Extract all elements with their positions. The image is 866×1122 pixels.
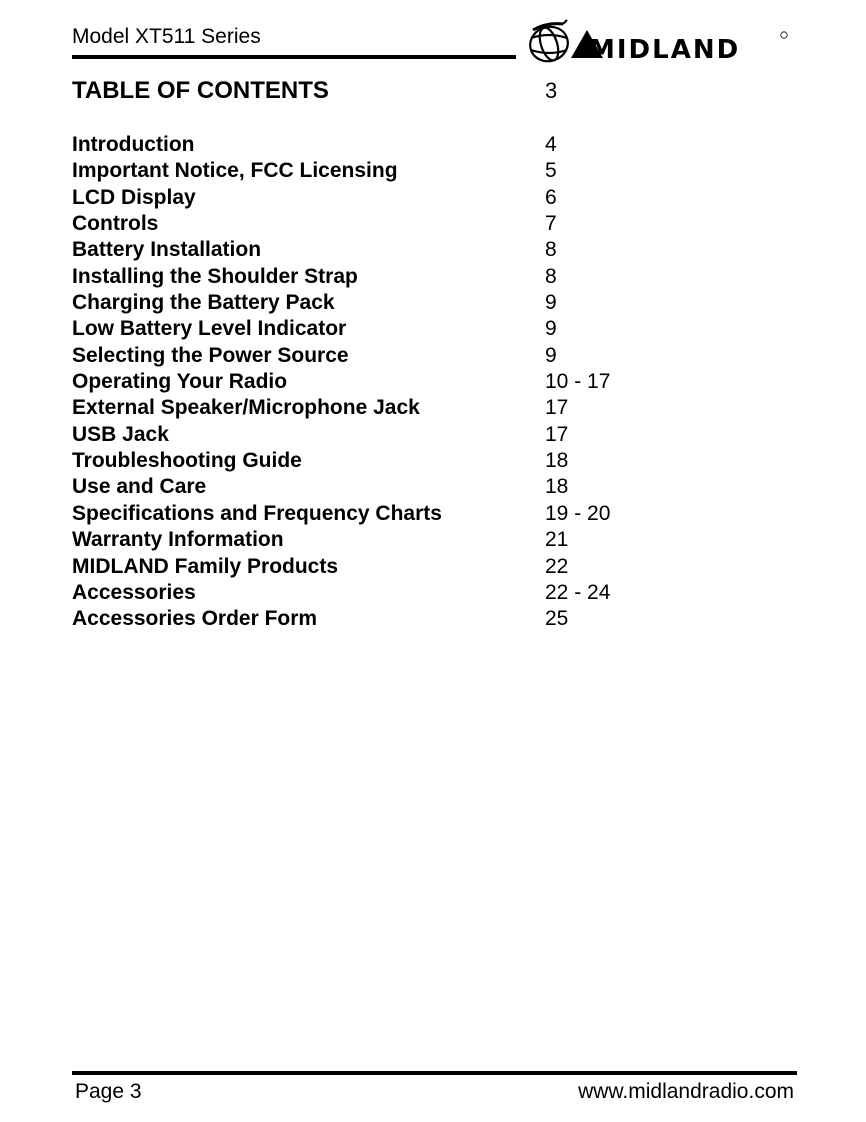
- toc-entry[interactable]: [72, 132, 672, 158]
- toc-entry[interactable]: [72, 554, 672, 580]
- toc-entry-page: 19 - 20: [545, 501, 611, 525]
- toc-entry-label: USB Jack: [72, 422, 169, 446]
- toc-entry[interactable]: [72, 264, 672, 290]
- globe-icon: [527, 20, 572, 66]
- toc-entry-page: 25: [545, 607, 569, 631]
- toc-entry-label: Operating Your Radio: [72, 370, 288, 394]
- toc-entry[interactable]: [72, 158, 672, 184]
- toc-entry-label: Battery Installation: [72, 238, 262, 262]
- footer-page-number: Page 3: [75, 1080, 142, 1103]
- toc-entry-page: 17: [545, 422, 569, 446]
- toc-entry[interactable]: [72, 185, 672, 211]
- toc-entry-page: 8: [545, 238, 557, 262]
- toc-entry-label: Charging the Battery Pack: [72, 291, 335, 315]
- midland-logo: [527, 18, 793, 68]
- toc-entry-page: 22 - 24: [545, 580, 611, 604]
- toc-entry-page: 7: [545, 212, 557, 236]
- toc-entry-label: Troubleshooting Guide: [72, 449, 302, 473]
- toc-entry-label: Controls: [72, 212, 159, 236]
- toc-entry-label: Low Battery Level Indicator: [72, 317, 347, 341]
- toc-entry-label: LCD Display: [72, 185, 196, 209]
- toc-entry-label: Installing the Shoulder Strap: [72, 264, 358, 288]
- toc-entry[interactable]: [72, 343, 672, 369]
- toc-entry-label: Introduction: [72, 133, 195, 156]
- toc-entry-page: 9: [545, 343, 557, 367]
- logo-wordmark: MIDLAND: [589, 35, 741, 65]
- toc-entry-page: 9: [545, 291, 557, 315]
- toc-entry-page: 17: [545, 396, 569, 420]
- header-divider: [72, 55, 516, 59]
- toc-entry-page: 5: [545, 159, 557, 183]
- header-model-title: Model XT511 Series: [72, 25, 261, 48]
- toc-entry-page: 4: [545, 133, 557, 156]
- toc-entry[interactable]: [72, 237, 672, 263]
- toc-entry-page: 21: [545, 528, 569, 552]
- footer-website: www.midlandradio.com: [578, 1080, 794, 1103]
- toc-entry-label: Use and Care: [72, 475, 207, 499]
- toc-entry[interactable]: [72, 211, 672, 237]
- toc-entry[interactable]: [72, 580, 672, 606]
- toc-entry[interactable]: [72, 316, 672, 342]
- toc-entry-label: Accessories Order Form: [72, 607, 318, 631]
- toc-entry[interactable]: [72, 501, 672, 527]
- toc-entry-page: 8: [545, 264, 557, 288]
- toc-entry[interactable]: [72, 606, 672, 632]
- footer-divider: [72, 1071, 797, 1075]
- toc-entry[interactable]: [72, 369, 672, 395]
- toc-entry-page: 22: [545, 554, 569, 578]
- toc-entry-page: 18: [545, 449, 569, 473]
- toc-entry-label: Selecting the Power Source: [72, 343, 349, 367]
- registered-mark: [781, 32, 787, 38]
- toc-entry[interactable]: [72, 448, 672, 474]
- toc-entry-label: Important Notice, FCC Licensing: [72, 159, 398, 183]
- toc-entry[interactable]: [72, 395, 672, 421]
- toc-entry-label: Specifications and Frequency Charts: [72, 501, 442, 525]
- toc-heading-page: 3: [545, 78, 558, 103]
- toc-entry-label: External Speaker/Microphone Jack: [72, 396, 420, 420]
- toc-heading: TABLE OF CONTENTS: [72, 77, 329, 104]
- toc-entry-page: 6: [545, 185, 557, 209]
- toc-entry-label: MIDLAND Family Products: [72, 554, 339, 578]
- toc-entry[interactable]: [72, 422, 672, 448]
- toc-entry-label: Accessories: [72, 580, 196, 604]
- toc-entry-page: 18: [545, 475, 569, 499]
- toc-entry[interactable]: [72, 290, 672, 316]
- toc-entry[interactable]: [72, 474, 672, 500]
- toc-entry-page: 9: [545, 317, 557, 341]
- toc-entry[interactable]: [72, 527, 672, 553]
- toc-entry-label: Warranty Information: [72, 528, 284, 552]
- toc-entry-page: 10 - 17: [545, 370, 611, 394]
- toc-list: [72, 132, 672, 633]
